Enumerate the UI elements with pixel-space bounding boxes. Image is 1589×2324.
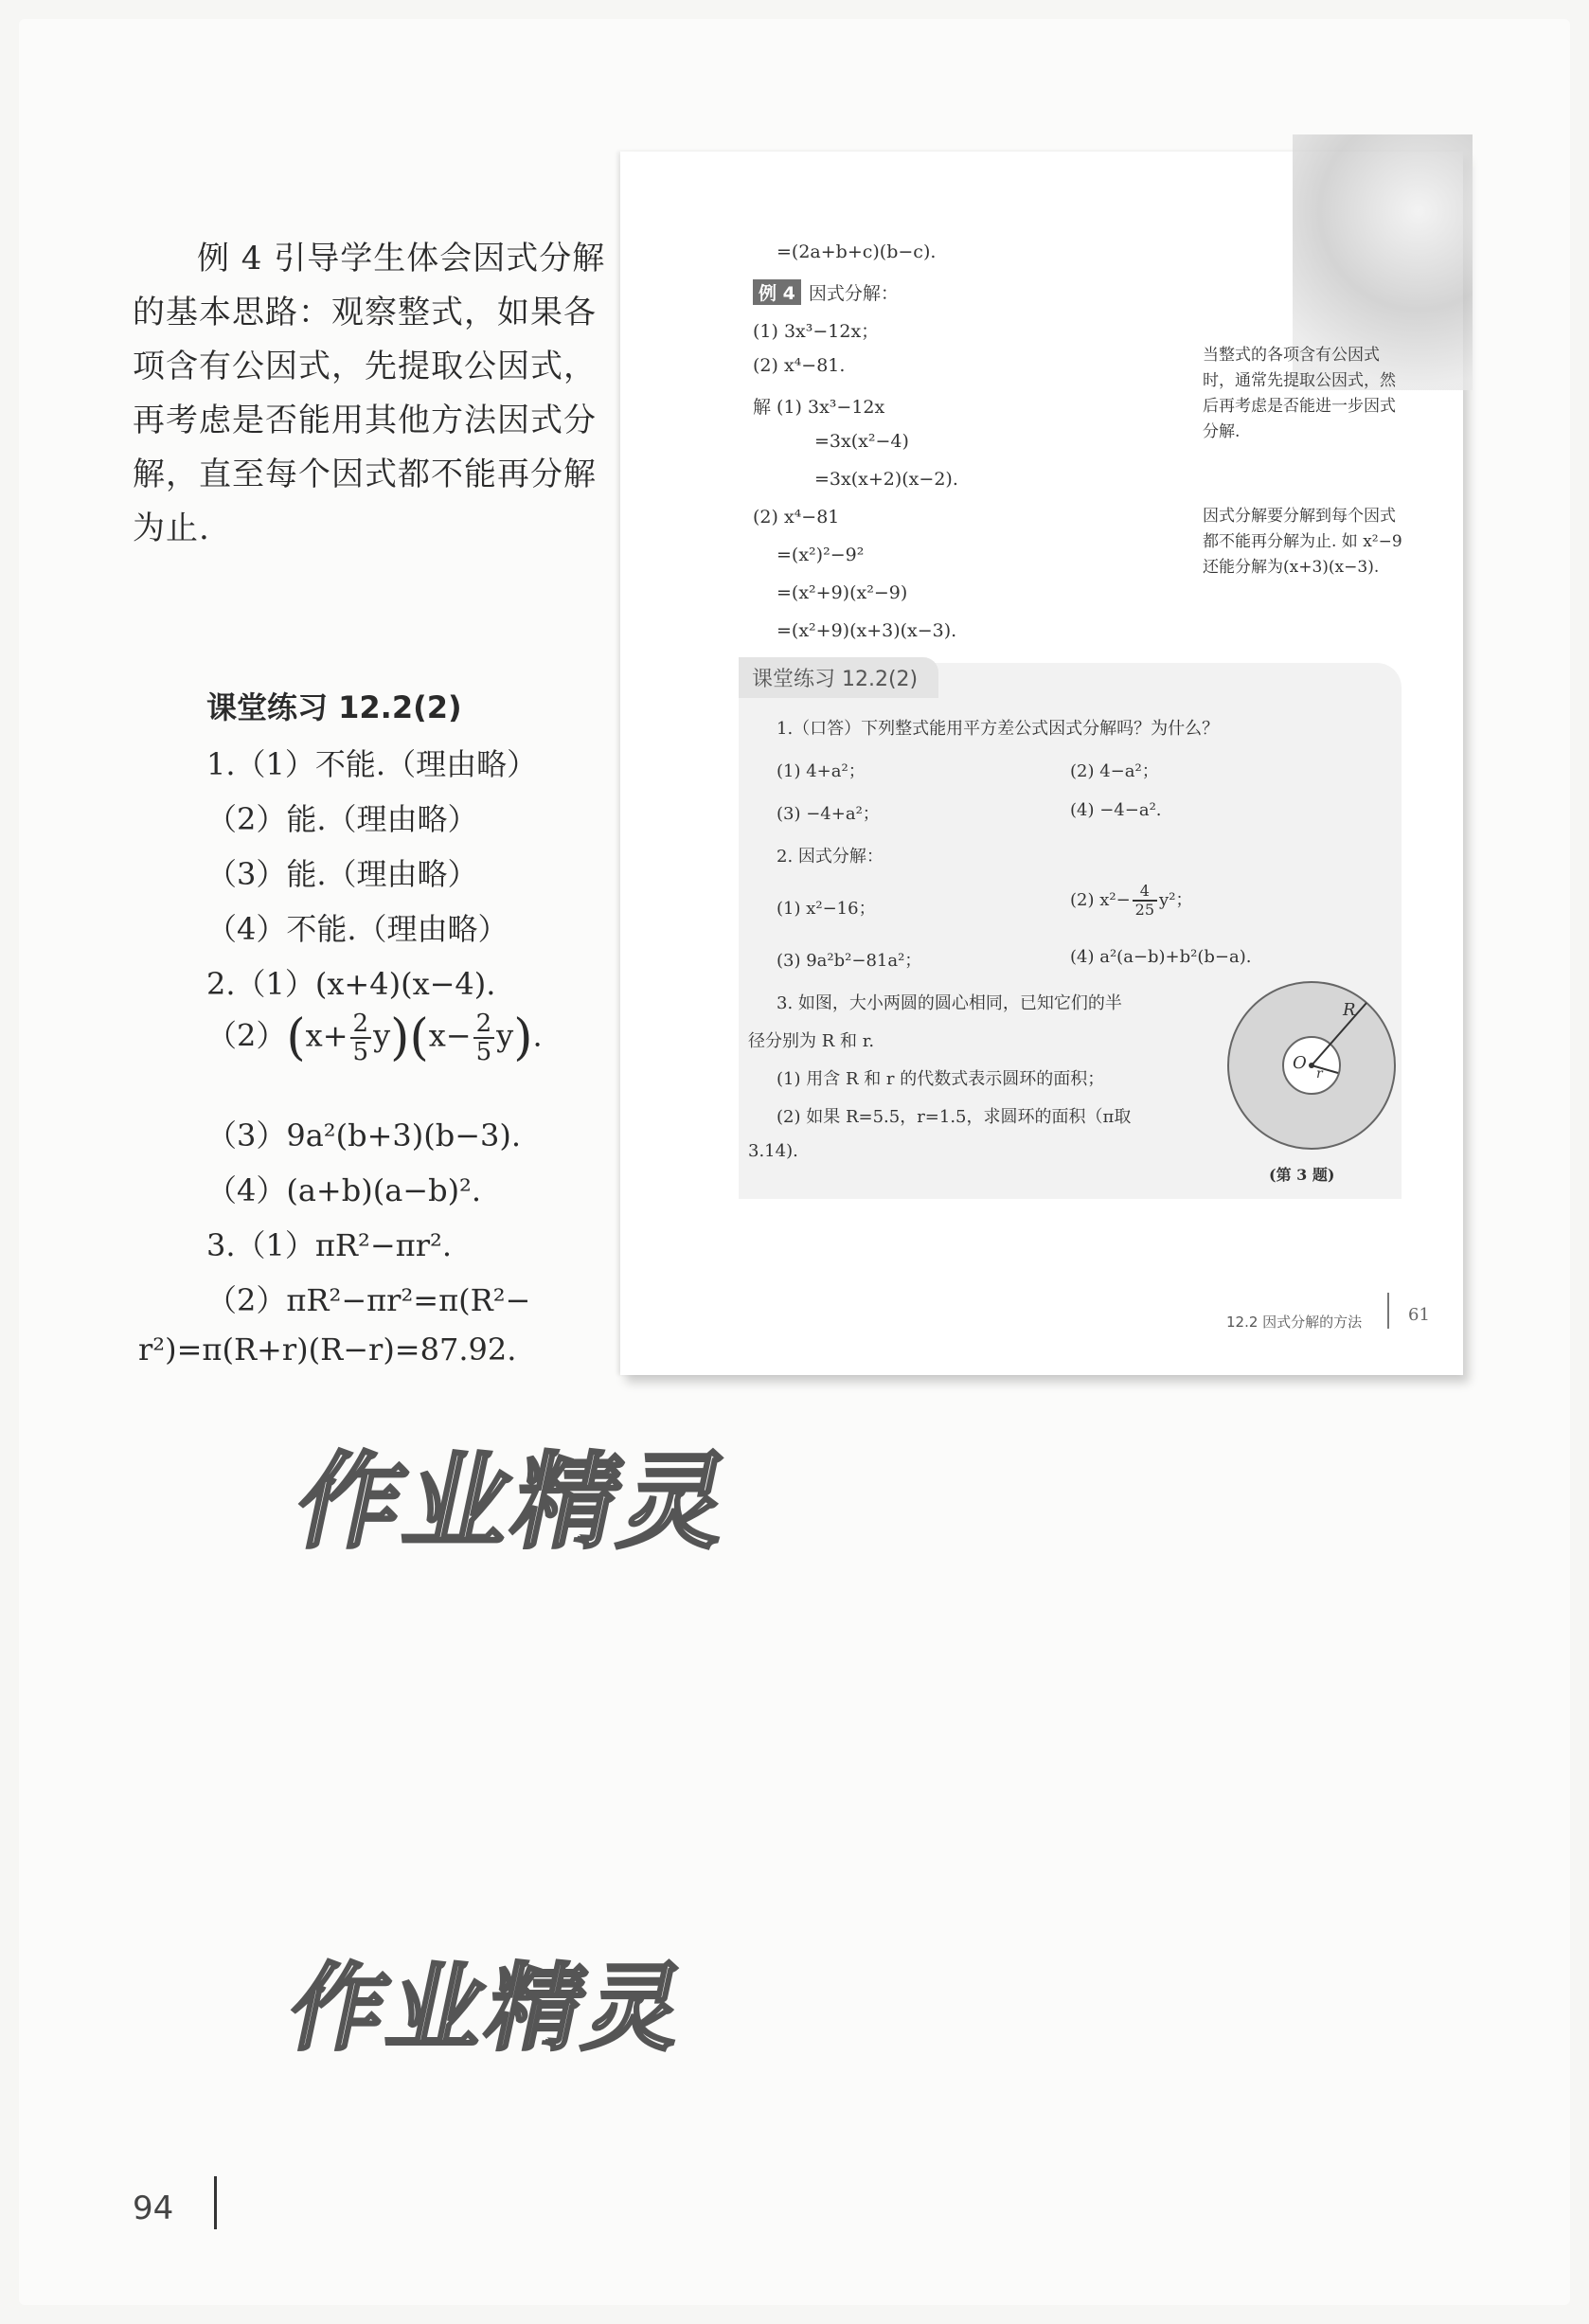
example-label: 例 4 bbox=[753, 279, 801, 305]
book-line: (1) 3x³−12x； bbox=[753, 321, 880, 342]
practice-q3b: 径分别为 R 和 r. bbox=[748, 1031, 875, 1051]
answers-title: 课堂练习 12.2(2) bbox=[206, 689, 462, 725]
fraction: $\frac{2}{5}$ bbox=[473, 1010, 495, 1065]
practice-q3a: 3. 如图，大小两圆的圆心相同，已知它们的半 bbox=[777, 993, 1122, 1013]
practice-q2b: (2) x²− $\frac{4}{25}$ y²； bbox=[1070, 882, 1193, 919]
book-line: =(2a+b+c)(b−c). bbox=[777, 241, 937, 262]
practice-q1b: (2) 4−a²； bbox=[1070, 761, 1159, 781]
book-footer-divider bbox=[1387, 1293, 1389, 1329]
figure-label-O: O bbox=[1293, 1053, 1307, 1073]
margin-note-2: 因式分解要分解到每个因式都不能再分解为止. 如 x²−9 还能分解为(x+3)(x−3). bbox=[1203, 507, 1402, 577]
answer-2-4: （4）(a+b)(a−b)². bbox=[206, 1172, 482, 1208]
page-number: 94 bbox=[133, 2190, 174, 2227]
answer-2-3: （3）9a²(b+3)(b−3). bbox=[206, 1117, 522, 1153]
book-line: 解 (1) 3x³−12x bbox=[753, 397, 885, 418]
book-line: =3x(x²−4) bbox=[814, 431, 909, 452]
margin-note-1: 当整式的各项含有公因式时，通常先提取公因式，然后再考虑是否能进一步因式分解. bbox=[1203, 346, 1396, 441]
intro-text: 例 4 引导学生体会因式分解的基本思路：观察整式，如果各项含有公因式，先提取公因式，再考虑是否能用其他方法因式分解，直至每个因式都不能再分解为止. bbox=[133, 240, 606, 547]
answer-1-2: （2）能.（理由略） bbox=[206, 801, 478, 837]
fraction: $\frac{2}{5}$ bbox=[350, 1010, 372, 1065]
figure-label-r: r bbox=[1316, 1066, 1323, 1082]
answer-2-1: 2.（1）(x+4)(x−4). bbox=[206, 966, 496, 1002]
page-number-divider bbox=[214, 2176, 217, 2229]
practice-q3c: (1) 用含 R 和 r 的代数式表示圆环的面积； bbox=[777, 1069, 1105, 1089]
book-line: (2) x⁴−81 bbox=[753, 507, 840, 527]
answer-3-2b: r²)=π(R+r)(R−r)=87.92. bbox=[138, 1332, 517, 1368]
intro-block bbox=[133, 232, 606, 556]
practice-q3d: (2) 如果 R=5.5，r=1.5，求圆环的面积（π取 bbox=[777, 1107, 1132, 1127]
practice-q1c: (3) −4+a²； bbox=[777, 804, 880, 824]
book-line: (2) x⁴−81. bbox=[753, 355, 846, 376]
watermark-2: 作业精灵 bbox=[279, 1953, 698, 2064]
answer-3-1: 3.（1）πR²−πr². bbox=[206, 1227, 452, 1263]
textbook-page-image bbox=[620, 152, 1463, 1375]
practice-q1d: (4) −4−a². bbox=[1070, 800, 1162, 820]
center-point bbox=[1309, 1063, 1314, 1068]
book-page-number: 61 bbox=[1408, 1305, 1430, 1325]
answer-2-2-d: y bbox=[496, 1017, 514, 1054]
practice-q1: 1.（口答）下列整式能用平方差公式因式分解吗？为什么？ bbox=[777, 719, 1220, 739]
answer-3-2a: （2）πR²−πr²=π(R²− bbox=[206, 1282, 531, 1318]
concentric-circles-figure bbox=[1222, 975, 1402, 1155]
practice-q2d: (4) a²(a−b)+b²(b−a). bbox=[1070, 947, 1252, 967]
practice-q2a: (1) x²−16； bbox=[777, 899, 876, 919]
practice-q2c: (3) 9a²b²−81a²； bbox=[777, 951, 922, 971]
answer-2-2-a: x+ bbox=[305, 1017, 348, 1054]
answer-1-4: （4）不能.（理由略） bbox=[206, 911, 509, 947]
figure-label-R: R bbox=[1343, 1000, 1356, 1020]
book-footer-section: 12.2 因式分解的方法 bbox=[1226, 1314, 1363, 1331]
answer-2-2-c: x− bbox=[428, 1017, 472, 1054]
answer-2-2: （2）(x+ $\frac{2}{5}$ y)(x− $\frac{2}{5}$ y). bbox=[206, 1010, 543, 1066]
practice-box bbox=[739, 663, 1402, 1199]
answer-2-2-prefix: （2） bbox=[206, 1017, 287, 1054]
practice-q3e: 3.14). bbox=[748, 1141, 798, 1161]
book-line: =(x²+9)(x+3)(x−3). bbox=[777, 620, 957, 641]
book-line: =3x(x+2)(x−2). bbox=[814, 469, 958, 490]
practice-q1a: (1) 4+a²； bbox=[777, 761, 866, 781]
answer-1-1: 1.（1）不能.（理由略） bbox=[206, 746, 538, 782]
figure-caption: (第 3 题) bbox=[1269, 1166, 1335, 1184]
answer-1-3: （3）能.（理由略） bbox=[206, 856, 478, 892]
practice-title: 课堂练习 12.2(2) bbox=[739, 657, 938, 698]
book-line: =(x²)²−9² bbox=[777, 545, 865, 565]
practice-q2: 2. 因式分解： bbox=[777, 847, 884, 867]
book-line: =(x²+9)(x²−9) bbox=[777, 582, 908, 603]
answer-2-2-b: y bbox=[373, 1017, 391, 1054]
example-4-heading: 例 4 因式分解： bbox=[753, 279, 899, 305]
watermark-1: 作业精灵 bbox=[286, 1441, 744, 1563]
